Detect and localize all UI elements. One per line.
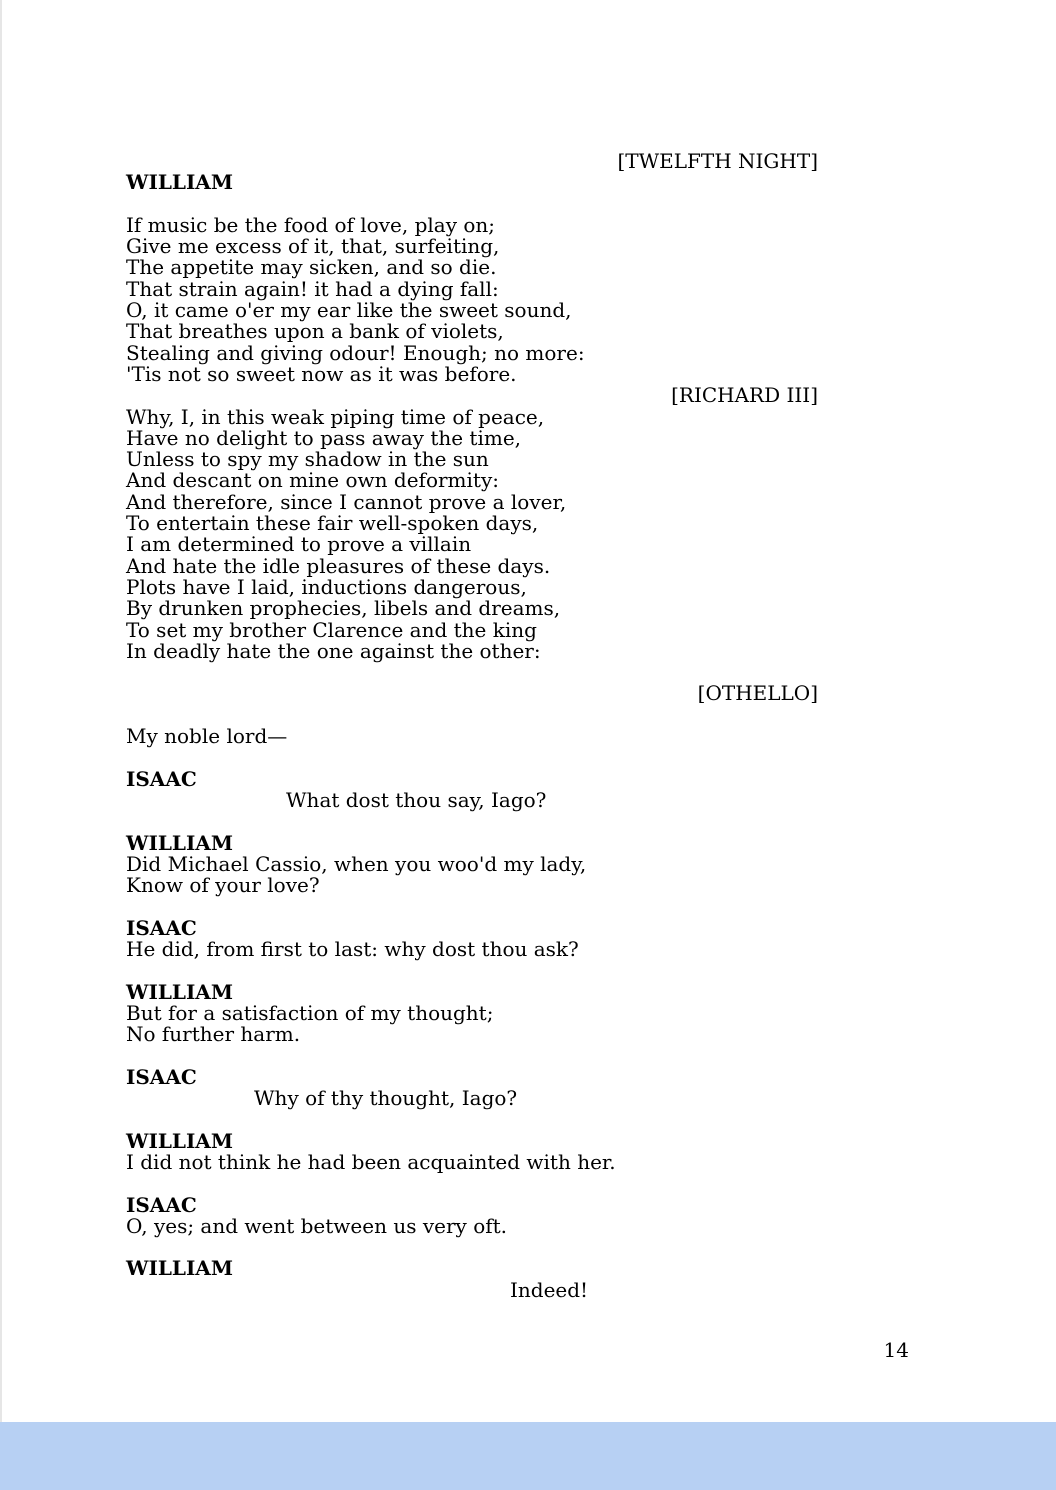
verse-line: Have no delight to pass away the time, (126, 425, 522, 450)
verse-line: 'Tis not so sweet now as it was before. (126, 361, 517, 386)
dialogue-line: He did, from first to last: why dost thou ask? (126, 936, 579, 961)
dialogue-line: My noble lord— (126, 724, 288, 749)
spacer (126, 811, 818, 832)
verse-line: By drunken prophecies, libels and dreams, (126, 596, 561, 621)
spacer (126, 1237, 818, 1258)
spacer (126, 896, 818, 917)
spacer (126, 747, 818, 768)
verse-line: And therefore, since I cannot prove a lover, (126, 489, 567, 514)
speaker-name: WILLIAM (126, 170, 233, 195)
dialogue-line: Why of thy thought, Iago? (254, 1086, 518, 1111)
footer-band (0, 1422, 1056, 1490)
dialogue-line: No further harm. (126, 1022, 301, 1047)
speaker-name: ISAAC (126, 1192, 197, 1217)
dialogue-line: Did Michael Cassio, when you woo'd my lady, (126, 851, 587, 876)
verse-line: In deadly hate the one against the other: (126, 638, 541, 663)
verse-line: Unless to spy my shadow in the sun (126, 447, 489, 472)
page-edge-rule (0, 0, 2, 1422)
verse-line: Give me excess of it, that, surfeiting, (126, 234, 500, 259)
speaker-name: ISAAC (126, 915, 197, 940)
spacer (126, 194, 818, 215)
section-heading-richard-iii: [RICHARD III] (671, 383, 818, 408)
dialogue-line: But for a satisfaction of my thought; (126, 1000, 494, 1025)
verse-line: The appetite may sicken, and so die. (126, 255, 497, 280)
spacer (126, 705, 818, 726)
document-body (126, 151, 818, 1301)
speaker-name: WILLIAM (126, 1256, 233, 1281)
dialogue-line: O, yes; and went between us very oft. (126, 1213, 508, 1238)
dialogue-line: Know of your love? (126, 873, 320, 898)
verse-line: And hate the idle pleasures of these days. (126, 553, 551, 578)
verse-line: To set my brother Clarence and the king (126, 617, 537, 642)
spacer (126, 662, 818, 683)
verse-line: Stealing and giving odour! Enough; no more: (126, 340, 585, 365)
verse-line: To entertain these fair well-spoken days, (126, 511, 539, 536)
dialogue-line: What dost thou say, Iago? (286, 787, 547, 812)
dialogue-line: I did not think he had been acquainted with her. (126, 1149, 616, 1174)
speaker-name: ISAAC (126, 1064, 197, 1089)
verse-line: Why, I, in this weak piping time of peace, (126, 404, 545, 429)
spacer (126, 1173, 818, 1194)
section-heading-twelfth-night: [TWELFTH NIGHT] (617, 149, 818, 173)
verse-line: That breathes upon a bank of violets, (126, 319, 504, 344)
verse-line: And descant on mine own deformity: (126, 468, 499, 493)
spacer (126, 960, 818, 981)
page-number: 14 (883, 1338, 909, 1362)
verse-line: I am determined to prove a villain (126, 532, 472, 557)
verse-line: If music be the food of love, play on; (126, 212, 496, 237)
spacer (126, 1109, 818, 1130)
speaker-name: WILLIAM (126, 830, 233, 855)
speaker-name: WILLIAM (126, 1128, 233, 1153)
verse-line: O, it came o'er my ear like the sweet sound, (126, 298, 572, 323)
spacer (126, 1045, 818, 1066)
dialogue-line: Indeed! (510, 1277, 589, 1302)
speaker-name: ISAAC (126, 766, 197, 791)
verse-line: Plots have I laid, inductions dangerous, (126, 574, 527, 599)
section-heading-othello: [OTHELLO] (697, 681, 818, 706)
verse-line: That strain again! it had a dying fall: (126, 276, 499, 301)
speaker-name: WILLIAM (126, 979, 233, 1004)
